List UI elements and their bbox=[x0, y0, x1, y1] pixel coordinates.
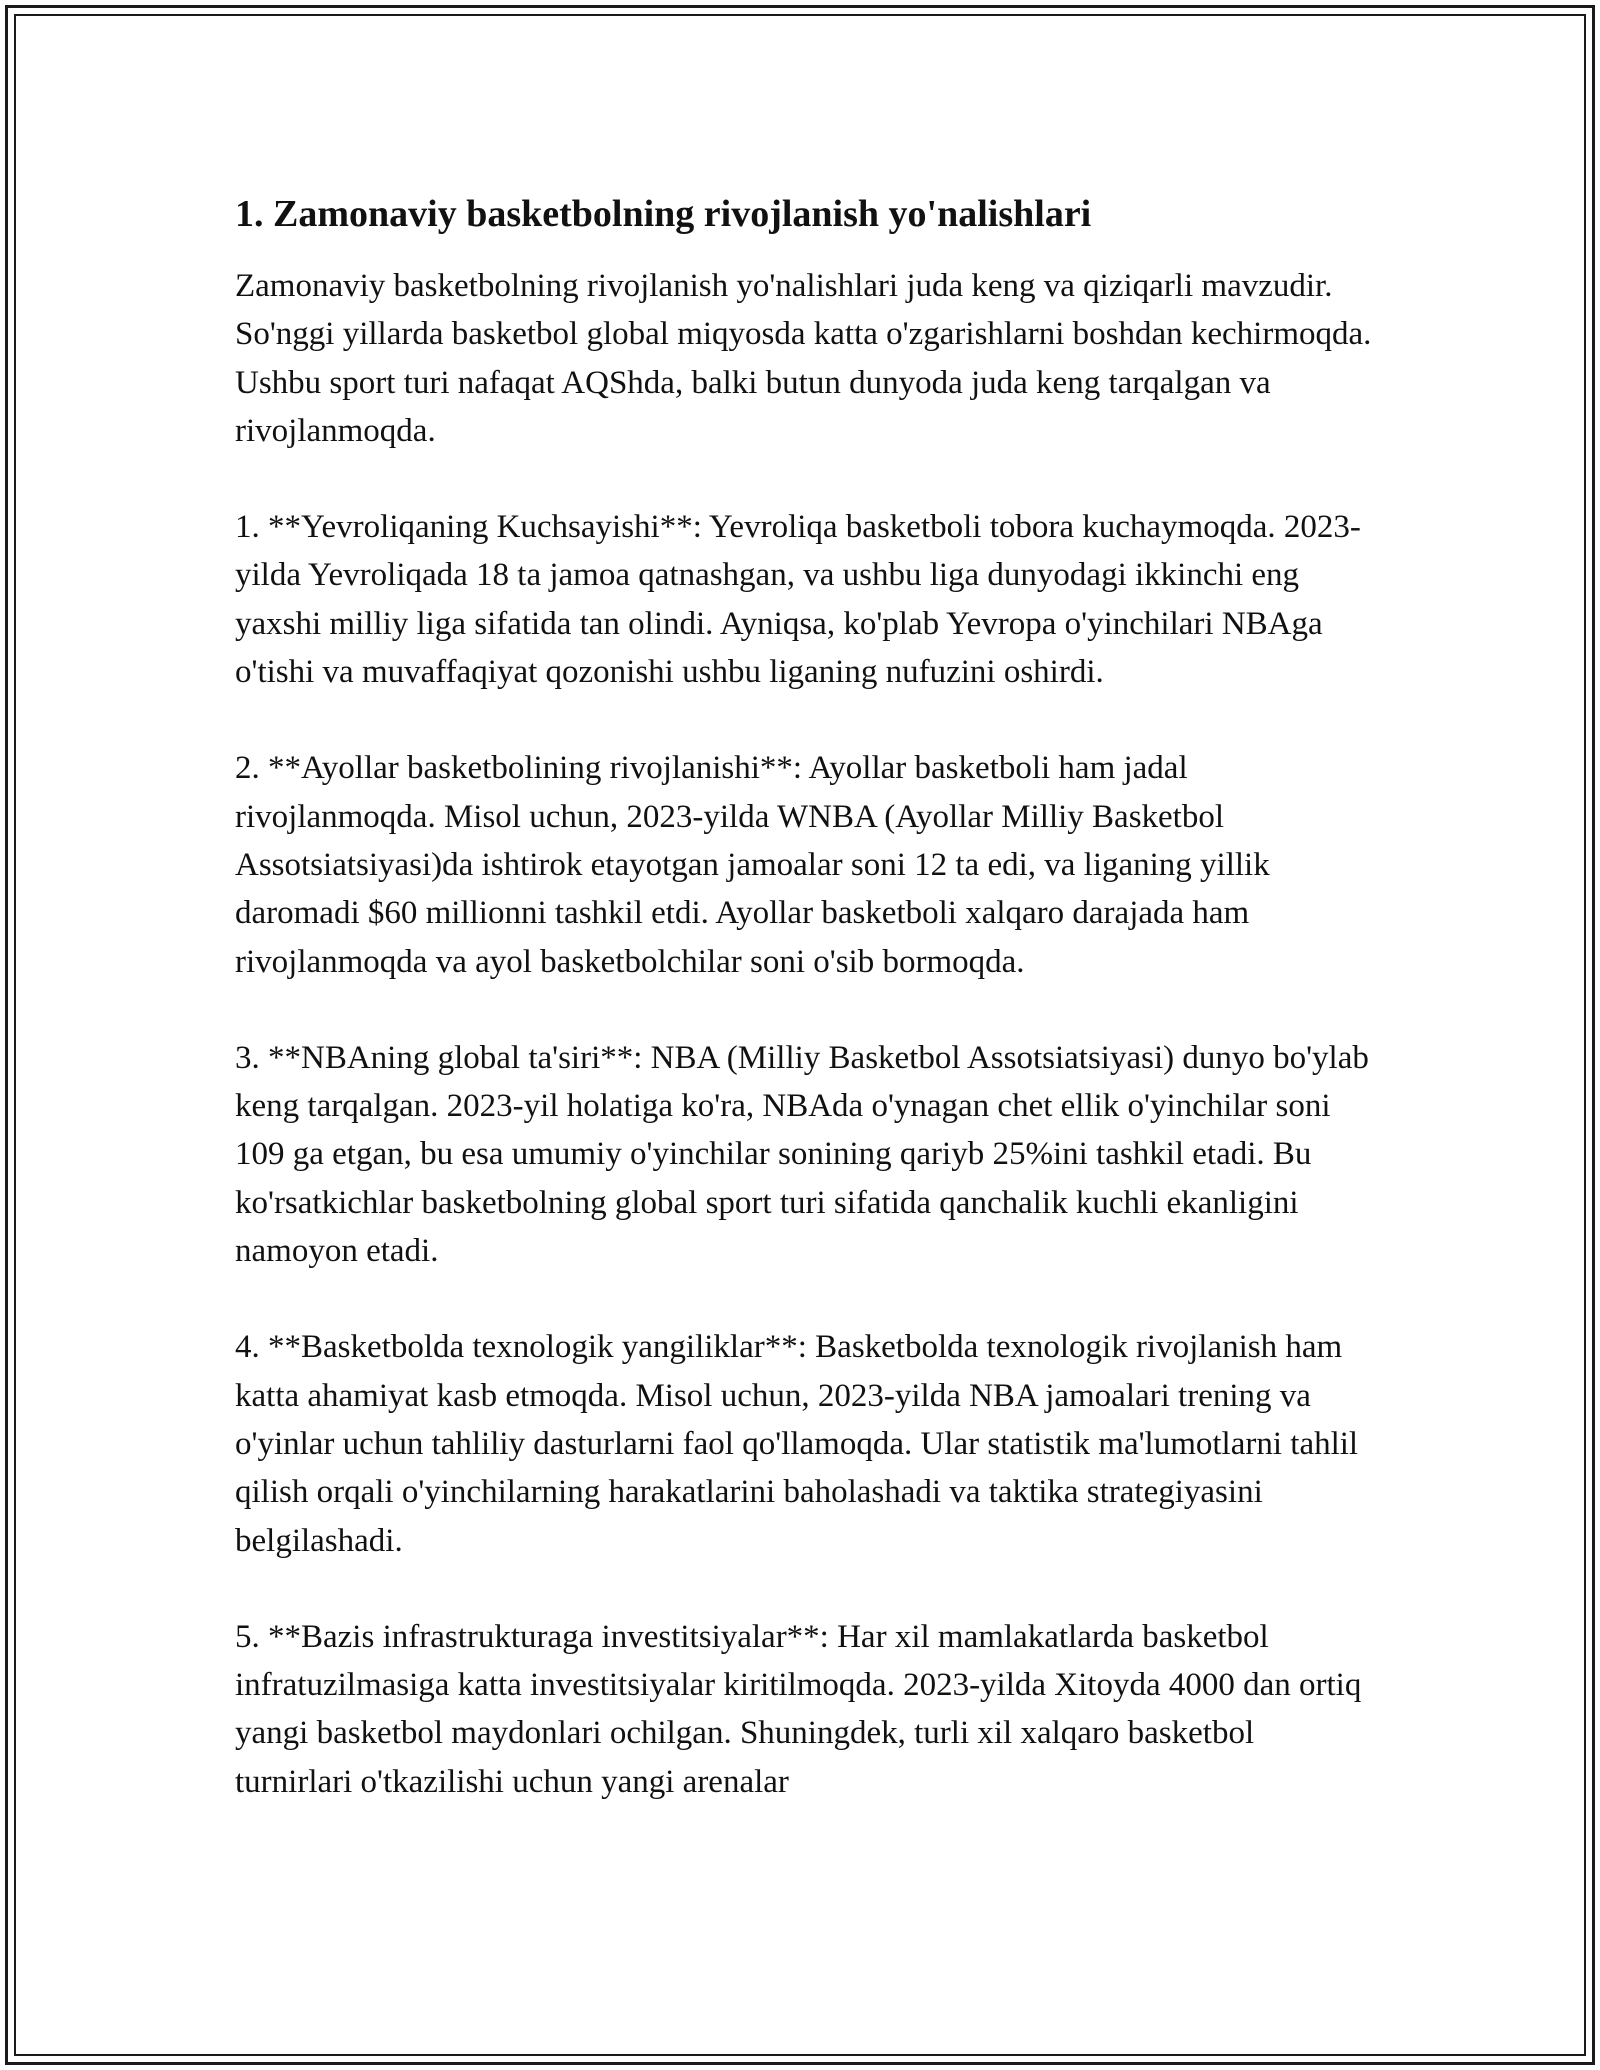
document-body bbox=[235, 190, 1375, 1854]
section-heading: 1. Zamonaviy basketbolning rivojlanish yo'nalishlari bbox=[235, 193, 1092, 235]
paragraph-technology: 4. **Basketbolda texnologik yangiliklar**: Basketbolda texnologik rivojlanish ham katta ahamiyat kasb etmoqda. Misol uchun, 2023-yilda NBA jamoalari trening va o'yinlar uchun tahliliy dasturlarni faol qo'llamoqda. Ular statistik ma'lumotlarni tahlil qilish orqali o'yinchilarning harakatlarini baholashadi va taktika strategiyasini belgilashadi. bbox=[235, 1329, 1359, 1559]
paragraph-nba-global-impact: 3. **NBAning global ta'siri**: NBA (Milliy Basketbol Assotsiatsiyasi) dunyo bo'ylab keng tarqalgan. 2023-yil holatiga ko'ra, NBAda o'ynagan chet ellik o'yinchilar soni 109 ga etgan, bu esa umumiy o'yinchilar sonining qariyb 25%ini tashkil etadi. Bu ko'rsatkichlar basketbolning global sport turi sifatida qanchalik kuchli ekanligini namoyon etadi. bbox=[235, 1039, 1369, 1270]
paragraph-euroleague: 1. **Yevroliqaning Kuchsayishi**: Yevroliqa basketboli tobora kuchaymoqda. 2023-yilda Yevroliqada 18 ta jamoa qatnashgan, va ushbu liga dunyodagi ikkinchi eng yaxshi milliy liga sifatida tan olindi. Ayniqsa, ko'plab Yevropa o'yinchilari NBAga o'tishi va muvaffaqiyat qozonishi ushbu liganing nufuzini oshirdi. bbox=[235, 509, 1361, 691]
paragraph-infrastructure: 5. **Bazis infrastrukturaga investitsiyalar**: Har xil mamlakatlarda basketbol infratuzilmasiga katta investitsiyalar kiritilmoqda. 2023-yilda Xitoyda 4000 dan ortiq yangi basketbol maydonlari ochilgan. Shuningdek, turli xil xalqaro basketbol turnirlari o'tkazilishi uchun yangi arenalar bbox=[235, 1618, 1362, 1800]
intro-paragraph: Zamonaviy basketbolning rivojlanish yo'nalishlari juda keng va qiziqarli mavzudir. So'nggi yillarda basketbol global miqyosda katta o'zgarishlarni boshdan kechirmoqda. Ushbu sport turi nafaqat AQShda, balki butun dunyoda juda keng tarqalgan va rivojlanmoqda. bbox=[235, 268, 1372, 449]
paragraph-womens-basketball: 2. **Ayollar basketbolining rivojlanishi**: Ayollar basketboli ham jadal rivojlanmoqda. Misol uchun, 2023-yilda WNBA (Ayollar Milliy Basketbol Assotsiatsiyasi)da ishtirok etayotgan jamoalar soni 12 ta edi, va liganing yillik daromadi $60 millionni tashkil etdi. Ayollar basketboli xalqaro darajada ham rivojlanmoqda va ayol basketbolchilar soni o'sib bormoqda. bbox=[235, 750, 1270, 980]
